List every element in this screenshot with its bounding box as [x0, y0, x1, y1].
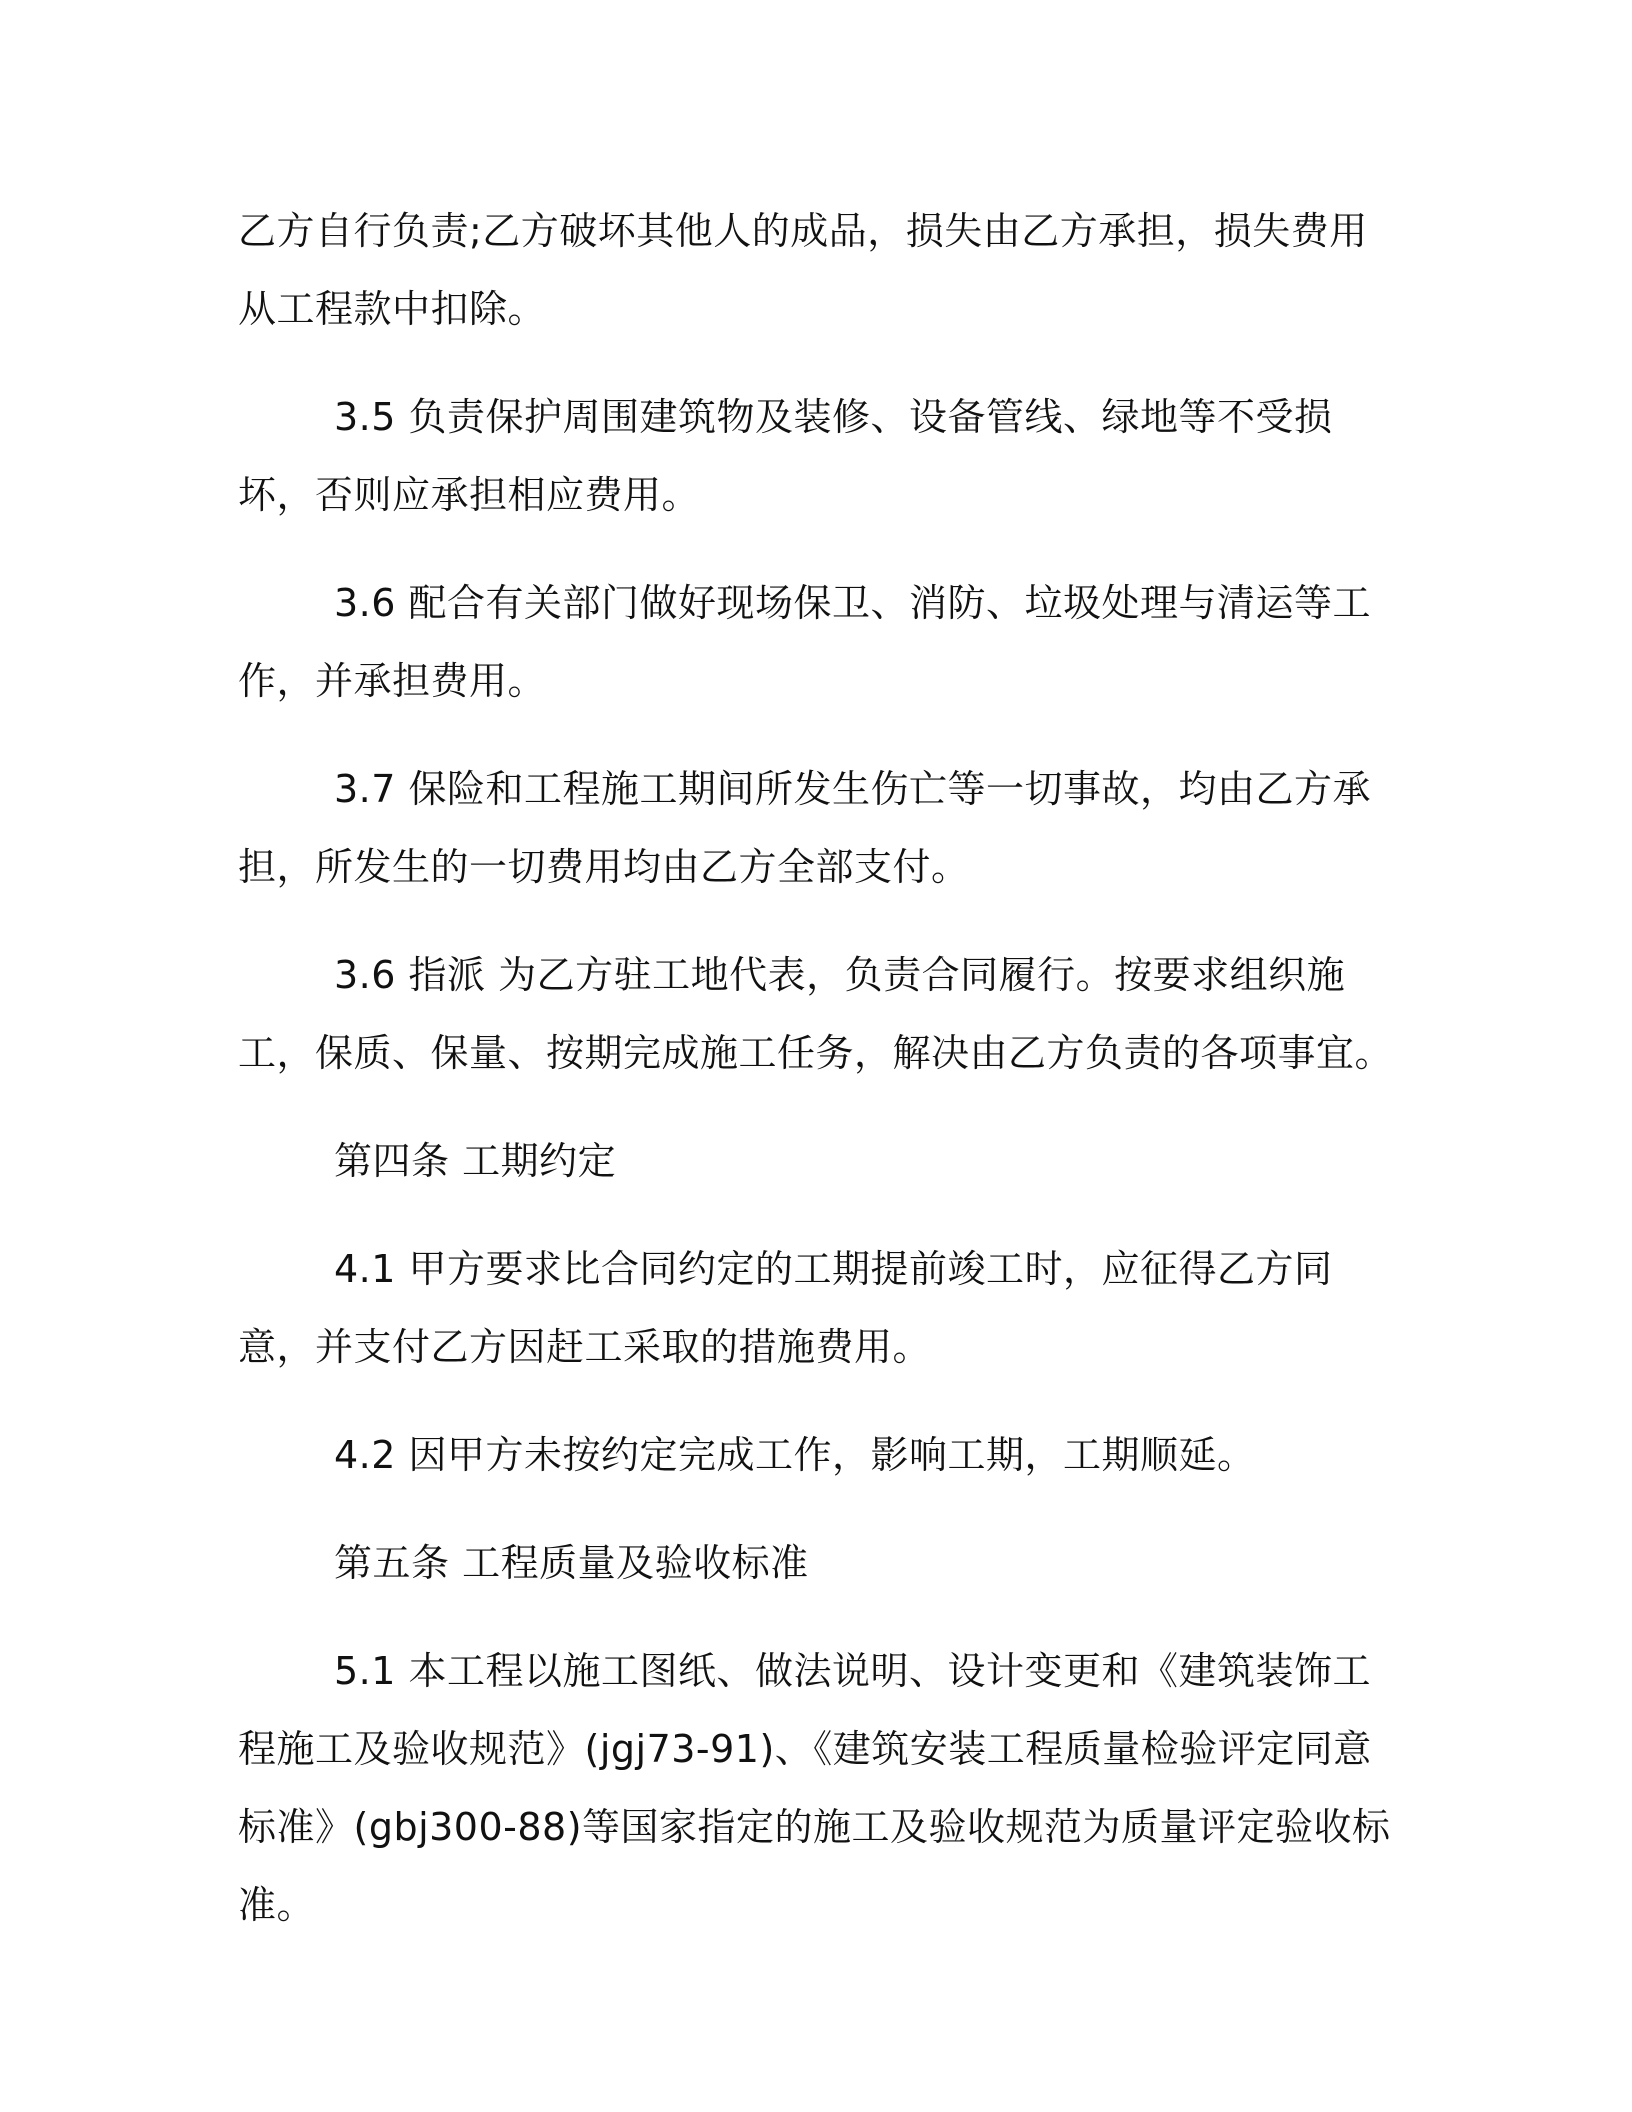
article-4-heading: 第四条 工期约定 — [334, 1139, 617, 1183]
clause-3-5: 3.5 负责保护周围建筑物及装修、设备管线、绿地等不受损坏，否则应承担相应费用。 — [238, 395, 1333, 517]
clause-3-6-b: 3.6 指派 为乙方驻工地代表，负责合同履行。按要求组织施工，保质、保量、按期完成施工任务，解决由乙方负责的各项事宜。 — [238, 953, 1394, 1075]
clause-4-1: 4.1 甲方要求比合同约定的工期提前竣工时，应征得乙方同意，并支付乙方因赶工采取的措施费用。 — [238, 1247, 1333, 1369]
clause-5-1: 5.1 本工程以施工图纸、做法说明、设计变更和《建筑装饰工程施工及验收规范》(jgj73-91)、《建筑安装工程质量检验评定同意标准》(gbj300-88)等国家指定的施工及验收规范为质量评定验收标准。 — [238, 1649, 1391, 1927]
paragraph-continued: 乙方自行负责;乙方破坏其他人的成品，损失由乙方承担，损失费用从工程款中扣除。 — [238, 209, 1368, 331]
clause-3-7: 3.7 保险和工程施工期间所发生伤亡等一切事故，均由乙方承担，所发生的一切费用均由乙方全部支付。 — [238, 767, 1372, 889]
document-body — [238, 192, 1398, 1974]
article-5-heading: 第五条 工程质量及验收标准 — [334, 1541, 809, 1585]
clause-3-6-a: 3.6 配合有关部门做好现场保卫、消防、垃圾处理与清运等工作，并承担费用。 — [238, 581, 1372, 703]
clause-4-2: 4.2 因甲方未按约定完成工作，影响工期，工期顺延。 — [334, 1433, 1256, 1477]
